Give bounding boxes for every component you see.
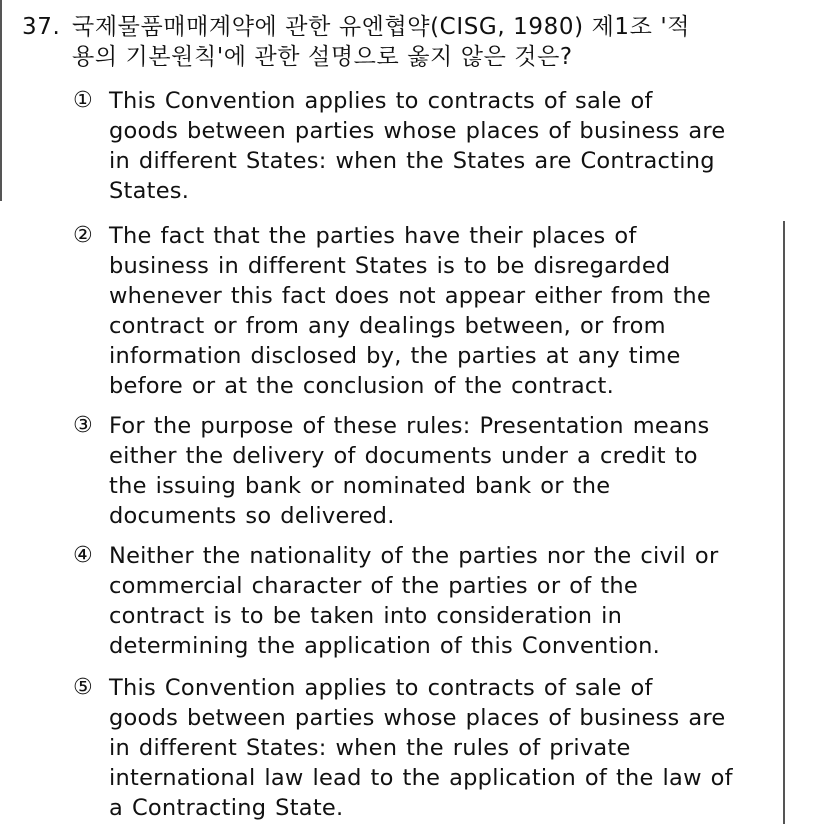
question-text-line-2: 용의 기본원칙'에 관한 설명으로 옳지 않은 것은? bbox=[72, 44, 573, 70]
option-4-line: contract is to be taken into consideration in bbox=[109, 603, 623, 629]
option-2-line: contract or from any dealings between, or from bbox=[109, 313, 666, 339]
option-2-line: before or at the conclusion of the contract. bbox=[109, 373, 615, 399]
left-border-rule bbox=[0, 0, 2, 201]
option-2-line: whenever this fact does not appear either from the bbox=[109, 283, 711, 309]
option-5-line: in different States: when the rules of private bbox=[109, 735, 631, 761]
option-1-line: in different States: when the States are Contracting bbox=[109, 148, 715, 174]
option-4-line: commercial character of the parties or of the bbox=[109, 573, 638, 599]
option-1-line: This Convention applies to contracts of sale of bbox=[109, 88, 653, 114]
option-4-text bbox=[109, 541, 718, 661]
option-2-line: information disclosed by, the parties at any time bbox=[109, 343, 681, 369]
option-5-text bbox=[109, 673, 733, 823]
option-3-line: For the purpose of these rules: Presentation means bbox=[109, 413, 710, 439]
option-1-line: States. bbox=[109, 178, 190, 204]
option-5-line: This Convention applies to contracts of sale of bbox=[109, 675, 653, 701]
option-5-line: international law lead to the application of the law of bbox=[109, 765, 733, 791]
option-3-line: either the delivery of documents under a credit to bbox=[109, 443, 698, 469]
option-5-line: goods between parties whose places of business are bbox=[109, 705, 726, 731]
option-4-line: determining the application of this Convention. bbox=[109, 633, 661, 659]
question-number: 37. bbox=[22, 14, 61, 40]
question-stem bbox=[22, 12, 782, 72]
question-line-1 bbox=[22, 12, 782, 42]
option-2-text bbox=[109, 221, 711, 401]
option-1-line: goods between parties whose places of business are bbox=[109, 118, 726, 144]
question-text-line-1: 국제물품매매계약에 관한 유엔협약(CISG, 1980) 제1조 '적 bbox=[72, 14, 691, 40]
option-2-line: The fact that the parties have their places of bbox=[109, 223, 637, 249]
option-5-line: a Contracting State. bbox=[109, 795, 344, 821]
option-1-marker: ① bbox=[73, 88, 93, 113]
option-3-text bbox=[109, 411, 709, 531]
option-1-text bbox=[109, 86, 726, 206]
option-2-line: business in different States is to be disregarded bbox=[109, 253, 671, 279]
option-4-marker: ④ bbox=[73, 543, 93, 568]
question-line-2 bbox=[22, 42, 782, 72]
option-3-line: the issuing bank or nominated bank or the bbox=[109, 473, 611, 499]
right-border-rule bbox=[783, 221, 785, 824]
option-5-marker: ⑤ bbox=[73, 675, 93, 700]
option-4-line: Neither the nationality of the parties nor the civil or bbox=[109, 543, 719, 569]
option-3-line: documents so delivered. bbox=[109, 503, 395, 529]
option-2-marker: ② bbox=[73, 223, 93, 248]
option-3-marker: ③ bbox=[73, 413, 93, 438]
